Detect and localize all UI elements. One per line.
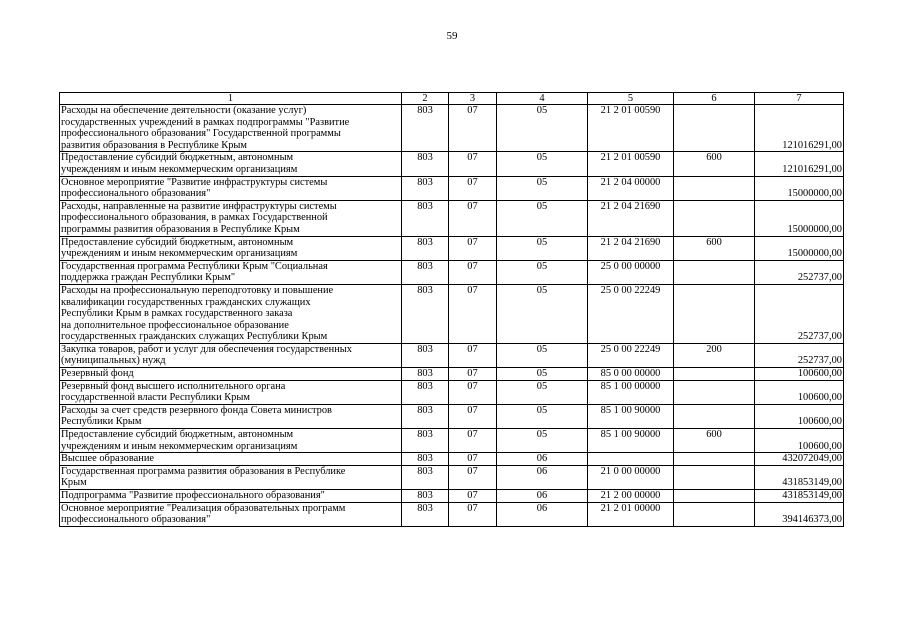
description-line: Подпрограмма "Развитие профессионального образования": [61, 490, 325, 501]
description-cell: [60, 260, 402, 284]
ministry-code-cell: 803: [402, 368, 449, 381]
section-code-cell: 07: [449, 200, 497, 236]
description-cell: [60, 152, 402, 176]
description-line: Расходы на обеспечение деятельности (оказание услуг): [61, 105, 307, 116]
header-cell-1: 1: [60, 93, 402, 105]
section-code-cell: 07: [449, 380, 497, 404]
description-line: программы развития образования в Республике Крым: [61, 223, 300, 235]
expense-type-cell: [674, 368, 755, 381]
amount-cell: 432072049,00: [755, 453, 844, 466]
target-article-cell: 25 0 00 00000: [588, 260, 674, 284]
expense-type-cell: 600: [674, 429, 755, 453]
table-body: [60, 105, 844, 527]
description-line: профессионального образования": [61, 514, 211, 526]
description-cell: [60, 453, 402, 466]
description-line: учреждениям и иным некоммерческим организациям: [61, 163, 298, 175]
description-cell: [60, 429, 402, 453]
description-cell: [60, 380, 402, 404]
description-cell: [60, 343, 402, 367]
description-cell: [60, 176, 402, 200]
section-code-cell: 07: [449, 502, 497, 526]
description-cell: [60, 502, 402, 526]
ministry-code-cell: 803: [402, 176, 449, 200]
ministry-code-cell: 803: [402, 236, 449, 260]
description-cell: [60, 490, 402, 503]
table-row: [60, 368, 844, 381]
target-article-cell: 21 2 01 00590: [588, 105, 674, 152]
table-row: [60, 429, 844, 453]
amount-cell: 100600,00: [755, 368, 844, 381]
description-line: Резервный фонд: [61, 368, 134, 380]
description-line: профессионального образования": [61, 188, 211, 200]
description-cell: [60, 368, 402, 381]
description-line: Резервный фонд высшего исполнительного органа: [61, 380, 286, 392]
header-cell-3: 3: [449, 93, 497, 105]
expense-type-cell: [674, 105, 755, 152]
target-article-cell: 21 2 01 00000: [588, 502, 674, 526]
subsection-code-cell: 05: [497, 105, 588, 152]
ministry-code-cell: 803: [402, 404, 449, 428]
target-article-cell: 21 0 00 00000: [588, 465, 674, 489]
subsection-code-cell: 06: [497, 453, 588, 466]
section-code-cell: 07: [449, 284, 497, 343]
description-line: Расходы, направленные на развитие инфраструктуры системы: [61, 200, 337, 212]
description-cell: [60, 465, 402, 489]
header-cell-7: 7: [755, 93, 844, 105]
description-line: Республики Крым в рамках государственного заказа: [61, 308, 293, 320]
table-row: [60, 200, 844, 236]
description-line: Высшее образование: [61, 453, 154, 465]
table-row: [60, 105, 844, 152]
description-cell: [60, 200, 402, 236]
expense-type-cell: 200: [674, 343, 755, 367]
expense-type-cell: [674, 453, 755, 466]
description-line: квалификации государственных гражданских служащих: [61, 296, 311, 308]
subsection-code-cell: 05: [497, 380, 588, 404]
target-article-cell: 25 0 00 22249: [588, 343, 674, 367]
amount-cell: 252737,00: [755, 284, 844, 343]
ministry-code-cell: 803: [402, 152, 449, 176]
description-line: учреждениям и иным некоммерческим организациям: [61, 248, 298, 260]
ministry-code-cell: 803: [402, 200, 449, 236]
description-line: Закупка товаров, работ и услуг для обеспечения государственных: [61, 343, 352, 355]
description-line: Предоставление субсидий бюджетным, автономным: [61, 152, 294, 164]
section-code-cell: 07: [449, 368, 497, 381]
description-cell: [60, 404, 402, 428]
description-cell: [60, 284, 402, 343]
amount-cell: 431853149,00: [755, 490, 844, 503]
description-line: на дополнительное профессиональное образование: [61, 319, 289, 331]
header-cell-2: 2: [402, 93, 449, 105]
description-line: профессионального образования" Государственной программы: [61, 128, 341, 140]
ministry-code-cell: 803: [402, 502, 449, 526]
table-row: [60, 236, 844, 260]
subsection-code-cell: 06: [497, 465, 588, 489]
description-line: Расходы на профессиональную переподготовку и повышение: [61, 284, 334, 296]
description-line: Государственная программа Республики Крым "Социальная: [61, 260, 328, 272]
subsection-code-cell: 06: [497, 490, 588, 503]
subsection-code-cell: 05: [497, 236, 588, 260]
section-code-cell: 07: [449, 429, 497, 453]
expense-type-cell: [674, 176, 755, 200]
subsection-code-cell: 05: [497, 200, 588, 236]
expense-type-cell: 600: [674, 236, 755, 260]
target-article-cell: 85 1 00 00000: [588, 380, 674, 404]
target-article-cell: 21 2 01 00590: [588, 152, 674, 176]
section-code-cell: 07: [449, 490, 497, 503]
ministry-code-cell: 803: [402, 453, 449, 466]
expense-type-cell: [674, 284, 755, 343]
description-line: государственных учреждений в рамках подпрограммы "Развитие: [61, 116, 350, 128]
description-line: государственной власти Республики Крым: [61, 392, 250, 404]
header-cell-5: 5: [588, 93, 674, 105]
subsection-code-cell: 05: [497, 152, 588, 176]
subsection-code-cell: 05: [497, 176, 588, 200]
description-line: государственных гражданских служащих Республики Крым: [61, 331, 328, 343]
ministry-code-cell: 803: [402, 490, 449, 503]
section-code-cell: 07: [449, 152, 497, 176]
table-row: [60, 284, 844, 343]
table-row: [60, 465, 844, 489]
section-code-cell: 07: [449, 465, 497, 489]
subsection-code-cell: 05: [497, 429, 588, 453]
amount-cell: 15000000,00: [755, 200, 844, 236]
target-article-cell: 21 2 00 00000: [588, 490, 674, 503]
description-line: поддержка граждан Республики Крым": [61, 272, 236, 284]
target-article-cell: 85 1 00 90000: [588, 404, 674, 428]
section-code-cell: 07: [449, 404, 497, 428]
description-line: Республики Крым: [61, 416, 142, 428]
subsection-code-cell: 05: [497, 368, 588, 381]
table-row: [60, 380, 844, 404]
subsection-code-cell: 05: [497, 260, 588, 284]
target-article-cell: 85 0 00 00000: [588, 368, 674, 381]
amount-cell: 121016291,00: [755, 152, 844, 176]
budget-table: [59, 92, 844, 527]
description-line: Предоставление субсидий бюджетным, автономным: [61, 236, 294, 248]
section-code-cell: 07: [449, 343, 497, 367]
expense-type-cell: [674, 380, 755, 404]
amount-cell: 100600,00: [755, 380, 844, 404]
amount-cell: 394146373,00: [755, 502, 844, 526]
table-row: [60, 502, 844, 526]
table-row: [60, 152, 844, 176]
section-code-cell: 07: [449, 260, 497, 284]
expense-type-cell: [674, 260, 755, 284]
amount-cell: 252737,00: [755, 260, 844, 284]
amount-cell: 431853149,00: [755, 465, 844, 489]
description-line: Основное мероприятие "Реализация образовательных программ: [61, 502, 346, 514]
description-line: Расходы за счет средств резервного фонда Совета министров: [61, 404, 332, 416]
amount-cell: 15000000,00: [755, 236, 844, 260]
amount-cell: 100600,00: [755, 429, 844, 453]
target-article-cell: 21 2 04 00000: [588, 176, 674, 200]
ministry-code-cell: 803: [402, 105, 449, 152]
ministry-code-cell: 803: [402, 465, 449, 489]
description-line: Крым: [61, 477, 87, 489]
header-row: [60, 93, 844, 105]
ministry-code-cell: 803: [402, 429, 449, 453]
table-row: [60, 404, 844, 428]
section-code-cell: 07: [449, 176, 497, 200]
expense-type-cell: [674, 200, 755, 236]
description-line: учреждениям и иным некоммерческим организациям: [61, 440, 298, 452]
description-line: Предоставление субсидий бюджетным, автономным: [61, 429, 294, 441]
expense-type-cell: [674, 502, 755, 526]
description-cell: [60, 236, 402, 260]
ministry-code-cell: 803: [402, 343, 449, 367]
target-article-cell: 85 1 00 90000: [588, 429, 674, 453]
section-code-cell: 07: [449, 105, 497, 152]
ministry-code-cell: 803: [402, 380, 449, 404]
table-row: [60, 176, 844, 200]
expense-type-cell: 600: [674, 152, 755, 176]
target-article-cell: 25 0 00 22249: [588, 284, 674, 343]
description-line: развития образования в Республике Крым: [61, 139, 247, 151]
page-number: 59: [446, 30, 458, 42]
expense-type-cell: [674, 465, 755, 489]
expense-type-cell: [674, 404, 755, 428]
target-article-cell: 21 2 04 21690: [588, 236, 674, 260]
subsection-code-cell: 06: [497, 502, 588, 526]
table-row: [60, 490, 844, 503]
expense-type-cell: [674, 490, 755, 503]
target-article-cell: [588, 453, 674, 466]
description-line: Основное мероприятие "Развитие инфраструктуры системы: [61, 176, 328, 188]
table-row: [60, 343, 844, 367]
description-line: (муниципальных) нужд: [61, 355, 166, 367]
subsection-code-cell: 05: [497, 284, 588, 343]
table-row: [60, 260, 844, 284]
description-cell: [60, 105, 402, 152]
header-cell-6: 6: [674, 93, 755, 105]
target-article-cell: 21 2 04 21690: [588, 200, 674, 236]
table-row: [60, 453, 844, 466]
amount-cell: 15000000,00: [755, 176, 844, 200]
section-code-cell: 07: [449, 453, 497, 466]
header-cell-4: 4: [497, 93, 588, 105]
subsection-code-cell: 05: [497, 343, 588, 367]
description-line: профессионального образования, в рамках Государственной: [61, 212, 328, 224]
section-code-cell: 07: [449, 236, 497, 260]
description-line: Государственная программа развития образования в Республике: [61, 465, 346, 477]
ministry-code-cell: 803: [402, 284, 449, 343]
amount-cell: 100600,00: [755, 404, 844, 428]
amount-cell: 121016291,00: [755, 105, 844, 152]
ministry-code-cell: 803: [402, 260, 449, 284]
subsection-code-cell: 05: [497, 404, 588, 428]
amount-cell: 252737,00: [755, 343, 844, 367]
